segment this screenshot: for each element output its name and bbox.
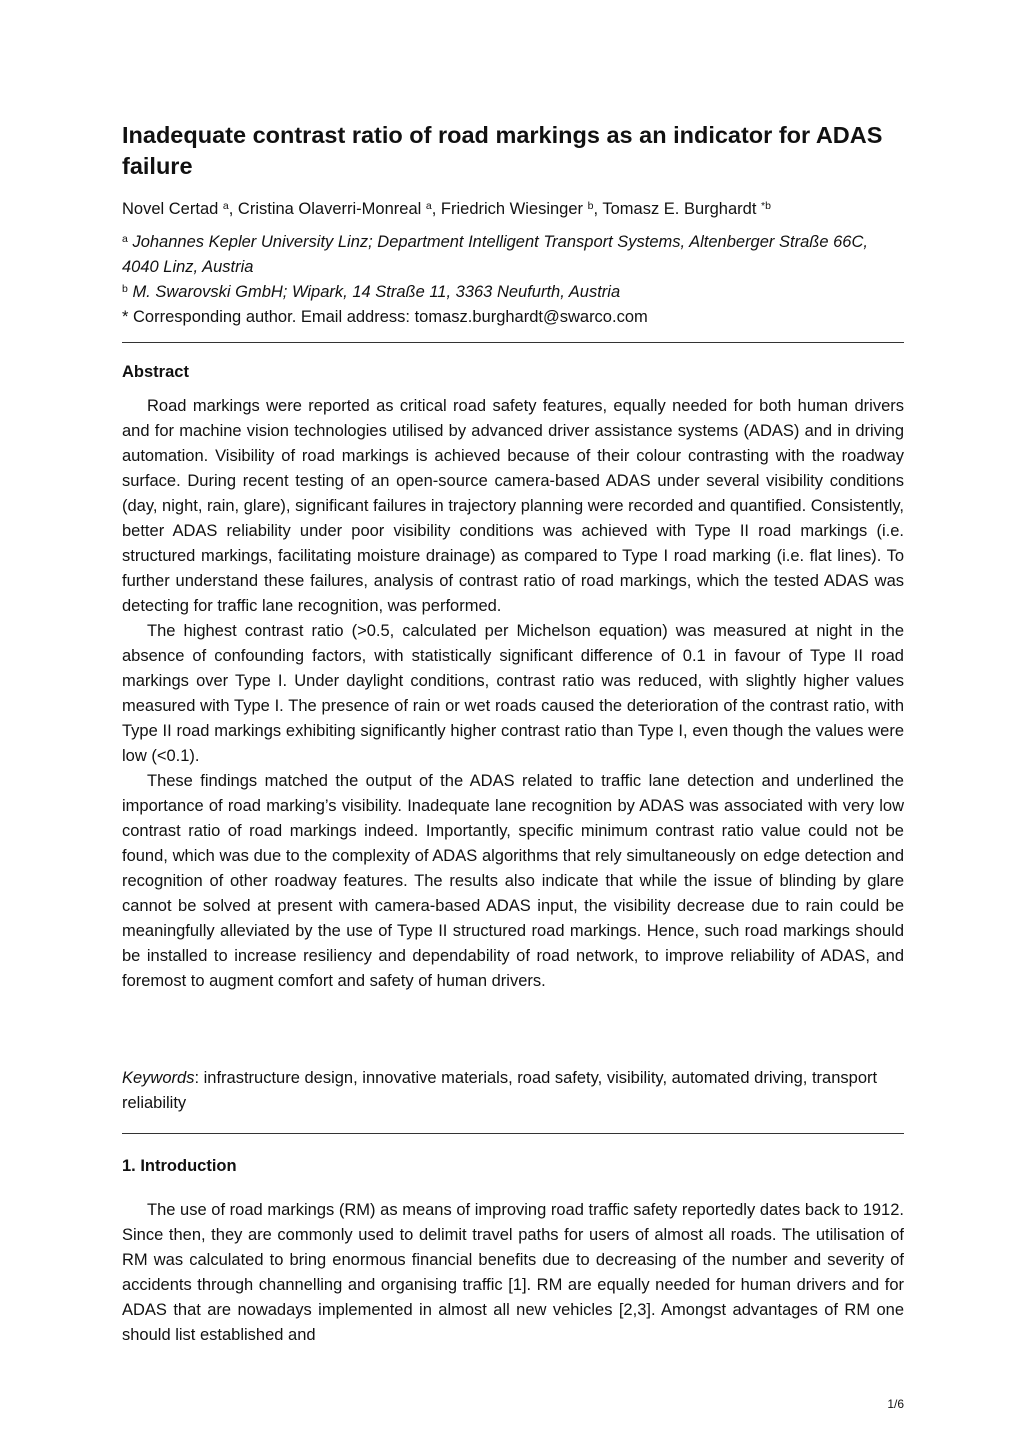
author-name: Friedrich Wiesinger	[440, 200, 584, 218]
corresponding-author: * Corresponding author. Email address: tomasz.burghardt@swarco.com	[122, 308, 648, 326]
author-affiliation-mark: a	[425, 200, 432, 212]
abstract-paragraph: Road markings were reported as critical road safety features, equally needed for both human drivers and for machine vision technologies utilised by advanced driver assistance systems (ADAS) and in driving automation. Visibility of road markings is achieved because of their colour contrasting with the roadway surface. During recent testing of an open-source camera-based ADAS under several visibility conditions (day, night, rain, glare), significant failures in trajectory planning were recorded and quantified. Consistently, better ADAS reliability under poor visibility conditions was achieved with Type II road markings (i.e. structured markings, facilitating moisture drainage) as compared to Type I road marking (i.e. flat lines). To further understand these failures, analysis of contrast ratio of road markings, which the tested ADAS was detecting for traffic lane recognition, was performed.	[122, 397, 904, 615]
author-separator: ,	[228, 200, 238, 218]
abstract-paragraph: The highest contrast ratio (>0.5, calculated per Michelson equation) was measured at night in the absence of confounding factors, with statistically significant difference of 0.1 in favour of Type II road markings over Type I. Under daylight conditions, contrast ratio was reduced, with slightly higher values measured with Type I. The presence of rain or wet roads caused the deterioration of the contrast ratio, with Type II road markings exhibiting significantly higher contrast ratio than Type I, even though the values were low (<0.1).	[122, 622, 904, 765]
author-affiliation-mark: b	[587, 200, 594, 212]
author-affiliation-mark: a	[222, 200, 229, 212]
author-name: Cristina Olaverri-Monreal	[237, 200, 422, 218]
affiliation-text: Johannes Kepler University Linz; Department Intelligent Transport Systems, Altenberger Straße 66C, 4040 Linz, Austria	[122, 233, 868, 276]
affiliation-item	[122, 280, 904, 305]
abstract-body	[122, 394, 904, 994]
divider-top	[122, 342, 904, 343]
paper-title: Inadequate contrast ratio of road markings as an indicator for ADAS failure	[122, 122, 883, 179]
author-separator: ,	[593, 200, 603, 218]
keywords-text: : infrastructure design, innovative materials, road safety, visibility, automated driving, transport reliability	[122, 1069, 878, 1112]
affiliation-list	[122, 230, 904, 330]
introduction-body	[122, 1198, 904, 1348]
affiliation-text: M. Swarovski GmbH; Wipark, 14 Straße 11, 3363 Neufurth, Austria	[132, 283, 621, 301]
author-list	[122, 197, 912, 221]
abstract-paragraph: These findings matched the output of the ADAS related to traffic lane detection and underlined the importance of road marking’s visibility. Inadequate lane recognition by ADAS was associated with very low contrast ratio of road markings indeed. Importantly, specific minimum contrast ratio value could not be found, which was due to the complexity of ADAS algorithms that rely simultaneously on edge detection and recognition of other roadway features. The results also indicate that while the issue of blinding by glare cannot be solved at present with camera-based ADAS input, the visibility decrease due to rain could be meaningfully alleviated by the use of Type II structured road markings. Hence, such road markings should be installed to increase resiliency and dependability of road network, to improve reliability of ADAS, and foremost to augment comfort and safety of human drivers.	[122, 772, 904, 990]
author-affiliation-mark: *b	[761, 200, 771, 212]
affiliation-item	[122, 230, 904, 280]
affiliation-mark: a	[122, 233, 128, 245]
page-number: 1/6	[887, 1397, 904, 1411]
divider-bottom	[122, 1133, 904, 1134]
author-separator: ,	[431, 200, 441, 218]
abstract-heading: Abstract	[122, 363, 189, 381]
keywords-label: Keywords	[122, 1069, 195, 1087]
paper-page	[122, 0, 904, 1448]
keywords	[122, 1066, 904, 1116]
author-name: Novel Certad	[122, 200, 219, 218]
introduction-paragraph: The use of road markings (RM) as means of improving road traffic safety reportedly dates back to 1912. Since then, they are commonly used to delimit travel paths for users of almost all roads. The utilisation of RM was calculated to bring enormous financial benefits due to decreasing of the number and severity of accidents through channelling and organising traffic [1]. RM are equally needed for human drivers and for ADAS that are nowadays implemented in almost all new vehicles [2,3]. Amongst advantages of RM one should list established and	[122, 1201, 904, 1344]
introduction-heading: 1. Introduction	[122, 1157, 237, 1175]
author-name: Tomasz E. Burghardt	[602, 200, 757, 218]
affiliation-mark: b	[122, 283, 128, 295]
